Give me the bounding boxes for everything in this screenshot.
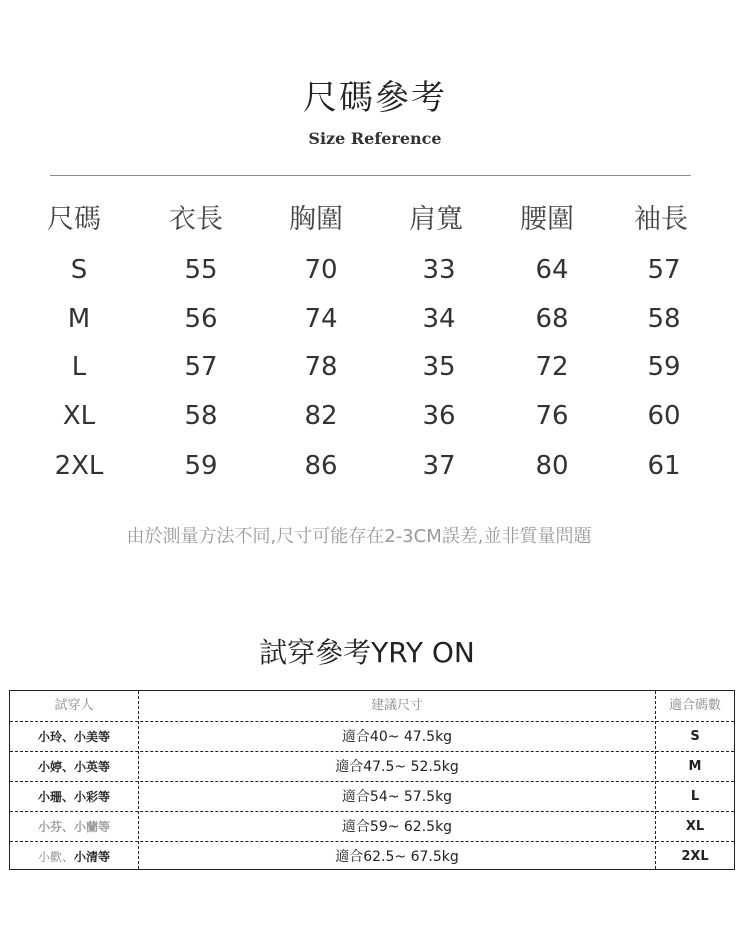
tryon-title: 試穿參考YRY ON	[259, 636, 475, 669]
header-chest: 胸圍	[289, 204, 343, 235]
cell-person: 小珊、小彩等	[37, 790, 110, 804]
cell-waist: 64	[535, 255, 569, 285]
cell-sleeve: 58	[647, 304, 681, 334]
cell-shoulder: 37	[422, 451, 456, 481]
cell-chest: 82	[304, 401, 338, 431]
cell-size: 2XL	[54, 451, 104, 481]
header-fit-size: 適合碼數	[668, 698, 721, 713]
header-shoulder: 肩寬	[409, 204, 463, 235]
cell-sleeve: 61	[647, 451, 681, 481]
page-title: 尺碼參考	[303, 78, 447, 118]
cell-fit-size: S	[690, 729, 700, 744]
divider	[50, 175, 691, 176]
measurement-note: 由於測量方法不同,尺寸可能存在2-3CM誤差,並非質量問題	[126, 526, 592, 547]
table-row	[0, 396, 750, 436]
header-waist: 腰圍	[520, 204, 574, 235]
table-row	[10, 751, 734, 782]
tryon-header-row	[10, 691, 734, 721]
cell-suggest: 適合59~ 62.5kg	[341, 819, 453, 835]
header-person: 試穿人	[54, 698, 94, 713]
cell-chest: 78	[304, 352, 338, 382]
cell-fit-size: L	[690, 789, 700, 804]
cell-shoulder: 36	[422, 401, 456, 431]
table-row	[10, 811, 734, 842]
header-sleeve: 袖長	[634, 204, 688, 235]
cell-length: 59	[184, 451, 218, 481]
cell-length: 55	[184, 255, 218, 285]
cell-suggest: 適合40~ 47.5kg	[341, 729, 453, 745]
table-row	[0, 446, 750, 486]
cell-waist: 76	[535, 401, 569, 431]
cell-fit-size: M	[688, 759, 702, 774]
cell-chest: 86	[304, 451, 338, 481]
size-table-header	[0, 200, 750, 240]
header-length: 衣長	[169, 204, 223, 235]
cell-shoulder: 34	[422, 304, 456, 334]
cell-waist: 68	[535, 304, 569, 334]
cell-chest: 70	[304, 255, 338, 285]
cell-suggest: 適合54~ 57.5kg	[341, 789, 453, 805]
table-row	[10, 721, 734, 752]
cell-person: 小玲、小美等	[37, 730, 110, 744]
table-row	[10, 841, 734, 872]
cell-size: M	[67, 304, 91, 334]
cell-size: L	[71, 352, 87, 382]
page-subtitle: Size Reference	[308, 129, 442, 148]
cell-suggest: 適合47.5~ 52.5kg	[335, 759, 459, 775]
cell-sleeve: 60	[647, 401, 681, 431]
cell-person: 小芬、小蘭等	[37, 820, 110, 834]
cell-chest: 74	[304, 304, 338, 334]
cell-size: S	[70, 255, 88, 285]
cell-fit-size: 2XL	[681, 849, 709, 864]
table-row	[10, 781, 734, 812]
cell-shoulder: 33	[422, 255, 456, 285]
table-row	[0, 250, 750, 290]
header-suggest: 建議尺寸	[370, 698, 423, 713]
tryon-table	[9, 690, 735, 870]
cell-length: 58	[184, 401, 218, 431]
cell-suggest: 適合62.5~ 67.5kg	[335, 849, 459, 865]
cell-fit-size: XL	[685, 819, 705, 834]
table-row	[0, 347, 750, 387]
cell-person	[10, 842, 138, 872]
person-name-b: 小清等	[74, 850, 111, 864]
cell-sleeve: 57	[647, 255, 681, 285]
header-size: 尺碼	[47, 204, 101, 235]
cell-waist: 80	[535, 451, 569, 481]
table-row	[0, 299, 750, 339]
cell-waist: 72	[535, 352, 569, 382]
cell-length: 57	[184, 352, 218, 382]
person-name-a: 小歡、	[37, 850, 74, 864]
cell-length: 56	[184, 304, 218, 334]
cell-shoulder: 35	[422, 352, 456, 382]
cell-size: XL	[62, 401, 96, 431]
cell-sleeve: 59	[647, 352, 681, 382]
cell-person: 小婷、小英等	[37, 760, 110, 774]
